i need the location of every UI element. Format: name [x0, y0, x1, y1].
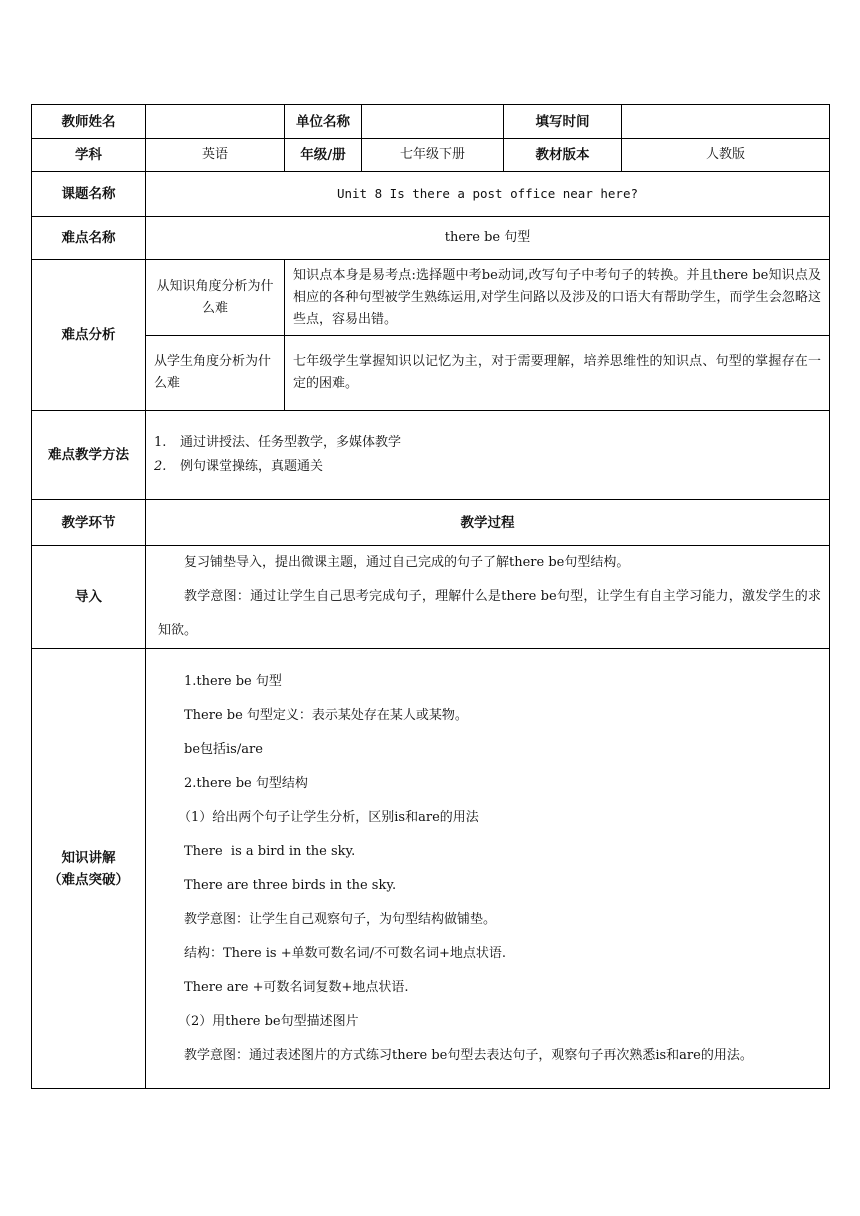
- knowledge-label: [32, 649, 146, 1089]
- analysis-label: 难点分析: [32, 260, 146, 411]
- edition-value: 人教版: [622, 139, 830, 172]
- knowledge-final-paragraph: 教学意图：通过表述图片的方式练习there be句型去表达句子，观察句子再次熟悉is和are的用法。: [184, 1047, 753, 1063]
- method-item-num: 2.: [154, 459, 167, 474]
- analysis-row-student: [32, 336, 830, 411]
- subject-label: 学科: [32, 139, 146, 172]
- intro-paragraph: 教学意图：通过让学生自己思考完成句子，理解什么是there be句型，让学生有自主学习能力，激发学生的求知欲。: [158, 589, 821, 638]
- process-header-row: [32, 500, 830, 546]
- fill-time-label: 填写时间: [504, 105, 622, 139]
- student-angle-text: 七年级学生掌握知识以记忆为主，对于需要理解，培养思维性的知识点、句型的掌握存在一定的困难。: [285, 336, 830, 411]
- topic-row: [32, 172, 830, 217]
- unit-name-value: [362, 105, 504, 139]
- student-angle-label-text: 从学生角度分析为什么难: [154, 354, 272, 391]
- edition-label: 教材版本: [504, 139, 622, 172]
- knowledge-line: 教学意图：让学生自己观察句子，为句型结构做铺垫。: [184, 911, 497, 927]
- difficulty-label: 难点名称: [32, 217, 146, 260]
- topic-value: Unit 8 Is there a post office near here?: [146, 172, 830, 217]
- method-item-text: 通过讲授法、任务型教学，多媒体教学: [180, 435, 402, 450]
- method-item-text: 例句课堂操练，真题通关: [180, 459, 324, 474]
- intro-content: [146, 546, 830, 649]
- knowledge-line: （2）用there be句型描述图片: [178, 1013, 359, 1029]
- knowledge-label-line: 知识讲解: [61, 849, 116, 866]
- knowledge-line: There is a bird in the sky.: [184, 843, 356, 859]
- intro-label: 导入: [32, 546, 146, 649]
- unit-name-label: 单位名称: [285, 105, 362, 139]
- knowledge-content: [146, 649, 830, 1089]
- topic-label: 课题名称: [32, 172, 146, 217]
- student-angle-label: [146, 336, 285, 411]
- teacher-name-value: [146, 105, 285, 139]
- method-item: [154, 455, 821, 479]
- header-row-1: [32, 105, 830, 139]
- knowledge-line: There be 句型定义：表示某处存在某人或某物。: [184, 707, 468, 723]
- fill-time-value: [622, 105, 830, 139]
- stage-header: 教学环节: [32, 500, 146, 546]
- lesson-plan-table: [31, 104, 830, 1089]
- method-label: 难点教学方法: [32, 411, 146, 500]
- knowledge-angle-text: 知识点本身是易考点:选择题中考be动词,改写句子中考句子的转换。并且there be知识点及相应的各种句型被学生熟练运用,对学生问路以及涉及的口语大有帮助学生，而学生会忽略这些点，容易出错。: [285, 260, 830, 336]
- knowledge-line: There are +可数名词复数+地点状语.: [184, 979, 409, 995]
- analysis-row-knowledge: [32, 260, 830, 336]
- knowledge-line: be包括is/are: [184, 741, 263, 757]
- subject-value: 英语: [146, 139, 285, 172]
- method-row: [32, 411, 830, 500]
- intro-row: [32, 546, 830, 649]
- knowledge-label-line: （难点突破）: [48, 871, 129, 888]
- knowledge-line: （1）给出两个句子让学生分析，区别is和are的用法: [178, 809, 479, 825]
- intro-paragraph: 复习铺垫导入，提出微课主题，通过自己完成的句子了解there be句型结构。: [184, 555, 630, 570]
- difficulty-row: [32, 217, 830, 260]
- teacher-name-label: 教师姓名: [32, 105, 146, 139]
- grade-label: 年级/册: [285, 139, 362, 172]
- process-header: 教学过程: [146, 500, 830, 546]
- grade-value: 七年级下册: [362, 139, 504, 172]
- method-item: [154, 431, 821, 455]
- knowledge-angle-label: [146, 260, 285, 336]
- knowledge-line: There are three birds in the sky.: [184, 877, 397, 893]
- method-item-num: 1.: [154, 435, 167, 450]
- method-list: [146, 411, 830, 500]
- knowledge-row: [32, 649, 830, 1089]
- knowledge-angle-label-text: 从知识角度分析为什么难: [156, 278, 274, 316]
- difficulty-value: there be 句型: [146, 217, 830, 260]
- knowledge-line: 1.there be 句型: [184, 673, 282, 689]
- header-row-2: [32, 139, 830, 172]
- knowledge-line: 2.there be 句型结构: [184, 775, 308, 791]
- knowledge-line: 结构：There is +单数可数名词/不可数名词+地点状语.: [184, 945, 507, 961]
